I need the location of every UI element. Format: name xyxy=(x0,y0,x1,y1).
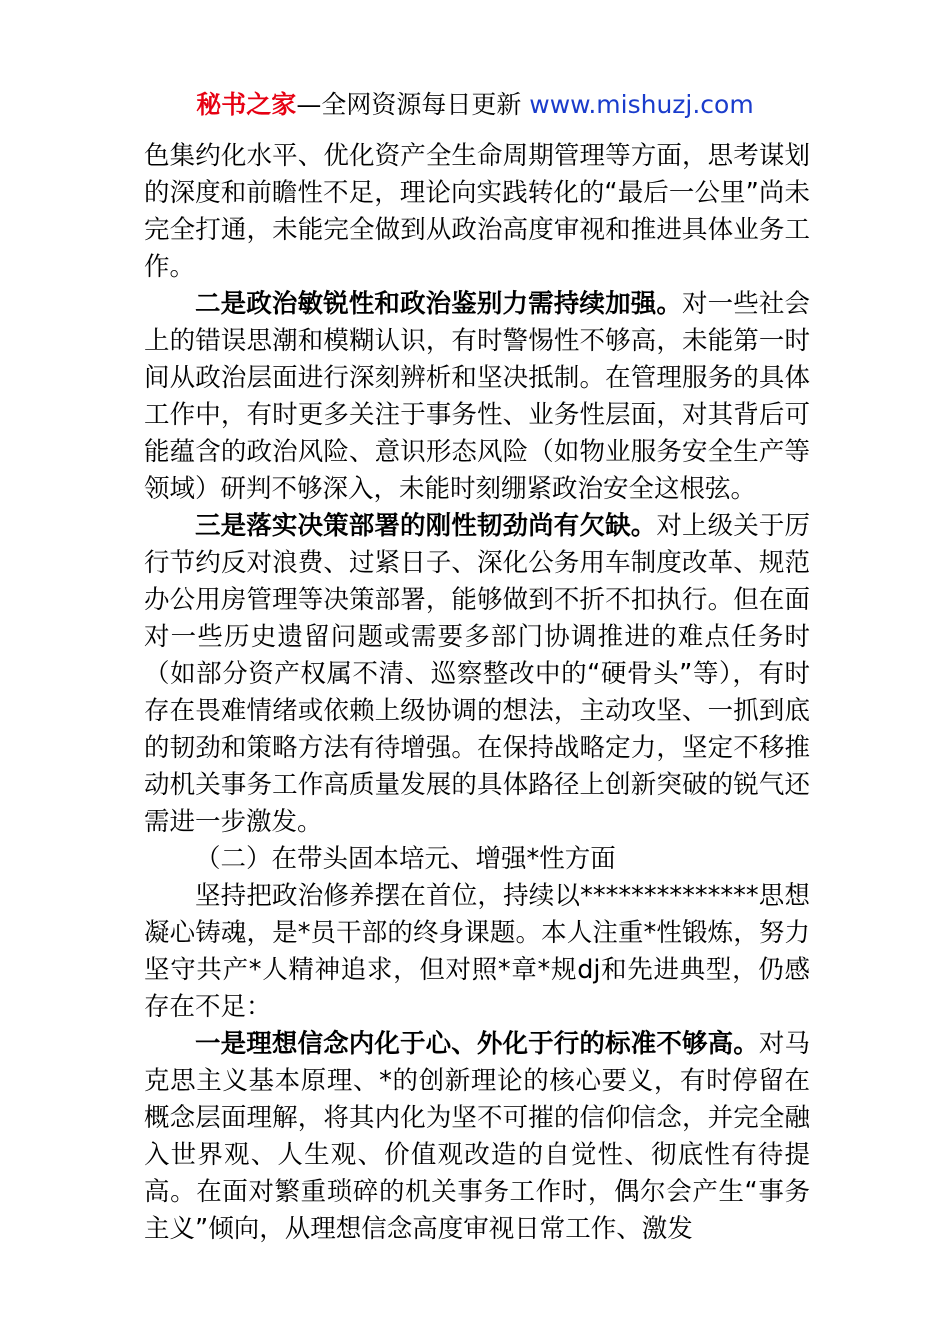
paragraph-text: （二）在带头固本培元、增强*性方面 xyxy=(195,844,616,874)
paragraph-point-two xyxy=(144,286,810,508)
paragraph-continuation xyxy=(144,138,810,286)
document-body xyxy=(144,138,810,1248)
section-heading xyxy=(144,841,810,878)
paragraph-point-three xyxy=(144,508,810,841)
paragraph-section-intro xyxy=(144,878,810,1026)
paragraph-lead: 一是理想信念内化于心、外化于行的标准不够高。 xyxy=(195,1029,759,1059)
paragraph-text: 色集约化水平、优化资产全生命周期管理等方面，思考谋划的深度和前瞻性不足，理论向实践转化的“最后一公里”尚未完全打通，未能完全做到从政治高度审视和推进具体业务工作。 xyxy=(144,141,810,282)
site-url-link[interactable]: www.mishuzj.com xyxy=(529,90,754,119)
paragraph-point-one xyxy=(144,1026,810,1248)
paragraph-lead: 三是落实决策部署的刚性韧劲尚有欠缺。 xyxy=(195,511,657,541)
paragraph-text: 对上级关于厉行节约反对浪费、过紧日子、深化公务用车制度改革、规范办公用房管理等决策部署，能够做到不折不扣执行。但在面对一些历史遗留问题或需要多部门协调推进的难点任务时（如部分资产权属不清、巡察整改中的“硬骨头”等），有时存在畏难情绪或依赖上级协调的想法，主动攻坚、一抓到底的韧劲和策略方法有待增强。在保持战略定力，坚定不移推动机关事务工作高质量发展的具体路径上创新突破的锐气还需进一步激发。 xyxy=(144,511,810,837)
brand-name: 秘书之家 xyxy=(196,90,297,119)
paragraph-text: 对马克思主义基本原理、*的创新理论的核心要义，有时停留在概念层面理解，将其内化为坚不可摧的信仰信念，并完全融入世界观、人生观、价值观改造的自觉性、彻底性有待提高。在面对繁重琐碎的机关事务工作时，偶尔会产生“事务主义”倾向，从理想信念高度审视日常工作、激发 xyxy=(144,1029,810,1244)
page-header xyxy=(0,88,950,122)
paragraph-text: 对一些社会上的错误思潮和模糊认识，有时警惕性不够高，未能第一时间从政治层面进行深刻辨析和坚决抵制。在管理服务的具体工作中，有时更多关注于事务性、业务性层面，对其背后可能蕴含的政治风险、意识形态风险（如物业服务安全生产等领域）研判不够深入，未能时刻绷紧政治安全这根弦。 xyxy=(144,289,810,504)
paragraph-text: 坚持把政治修养摆在首位，持续以**************思想凝心铸魂，是*员干部的终身课题。本人注重*性锻炼，努力坚守共产*人精神追求，但对照*章*规dj和先进典型，仍感存在不足： xyxy=(144,881,810,1022)
header-tagline: —全网资源每日更新 xyxy=(296,90,522,119)
paragraph-lead: 二是政治敏锐性和政治鉴别力需持续加强。 xyxy=(195,289,682,319)
